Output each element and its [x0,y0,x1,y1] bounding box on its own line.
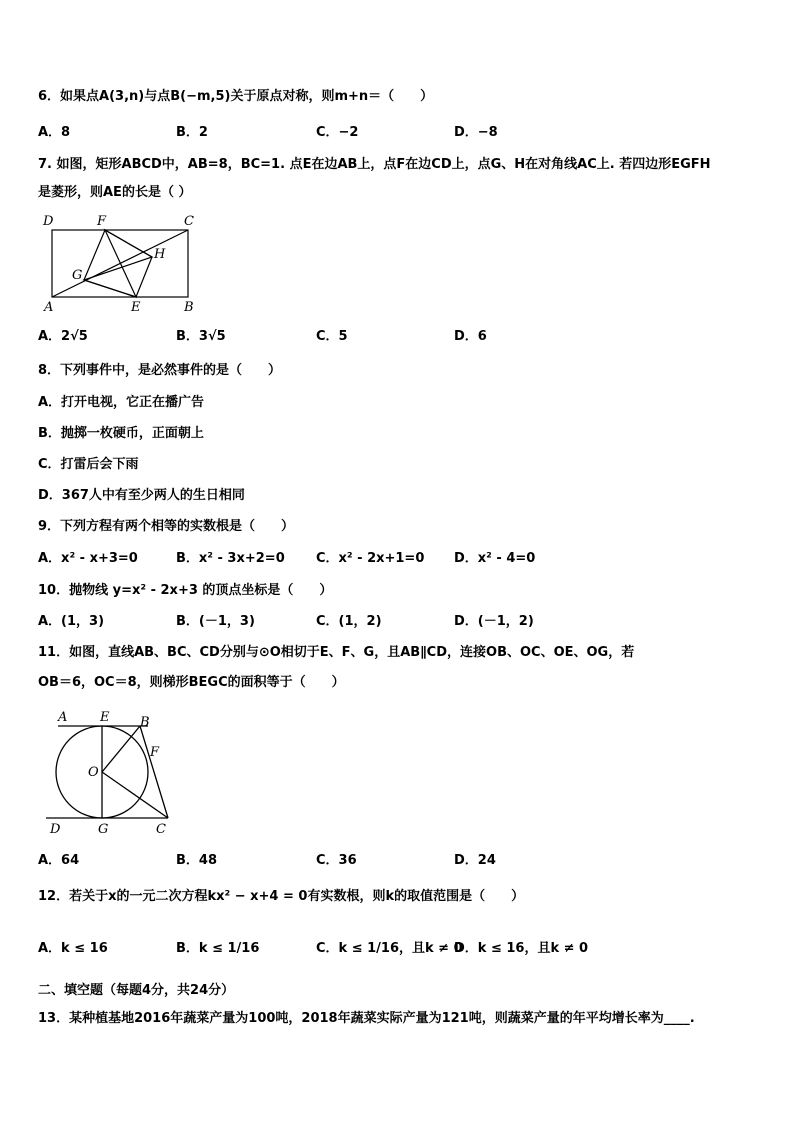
q11-label-f: F [150,745,160,760]
q13-stem: 13．某种植基地2016年蔬菜产量为100吨，2018年蔬菜实际产量为121吨，则蔬菜产量的年平均增长率为____. [38,1011,695,1026]
q11-label-e: E [100,710,110,725]
q6-option-a: A．8 [38,125,71,140]
q9-option-d: D．x² - 4=0 [454,551,536,566]
q6-option-d: D．−8 [454,125,498,140]
q11-stem-line2: OB＝6，OC＝8，则梯形BEGC的面积等于（ ） [38,675,345,690]
q7-label-h: H [154,247,166,262]
q7-label-e: E [131,300,141,315]
q7-label-f: F [97,214,107,229]
q11-label-g: G [98,822,109,837]
q11-option-c: C．36 [316,853,357,868]
q9-option-b: B．x² - 3x+2=0 [176,551,285,566]
q11-label-o: O [88,765,99,780]
q6-option-c: C．−2 [316,125,359,140]
q9-option-a: A．x² - x+3=0 [38,551,138,566]
q11-circle-figure [44,706,184,838]
q9-option-c: C．x² - 2x+1=0 [316,551,425,566]
q7-option-b: B．3√5 [176,329,226,344]
q8-option-a: A．打开电视，它正在播广告 [38,395,205,410]
q10-option-b: B．(－1，3) [176,614,255,629]
q7-stem-line2: 是菱形，则AE的长是（ ） [38,185,192,200]
q12-option-b: B．k ≤ 1/16 [176,941,260,956]
q10-option-c: C．(1，2) [316,614,382,629]
q11-option-a: A．64 [38,853,80,868]
q8-option-b: B．抛掷一枚硬币，正面朝上 [38,426,204,441]
q8-option-d: D．367人中有至少两人的生日相同 [38,488,245,503]
q7-option-c: C．5 [316,329,348,344]
q7-rectangle-figure [36,212,206,316]
q8-option-c: C．打雷后会下雨 [38,457,139,472]
q8-stem: 8．下列事件中，是必然事件的是（ ） [38,363,282,378]
q7-label-a: A [44,300,54,315]
q10-stem: 10．抛物线 y=x² - 2x+3 的顶点坐标是（ ） [38,583,333,598]
q11-label-b: B [140,715,150,730]
q6-option-b: B．2 [176,125,208,140]
q7-label-b: B [184,300,194,315]
q12-option-c: C．k ≤ 1/16，且k ≠ 0 [316,941,463,956]
q11-label-a: A [58,710,68,725]
q7-option-d: D．6 [454,329,487,344]
q12-stem: 12．若关于x的一元二次方程kx² − x+4 = 0有实数根，则k的取值范围是（ ） [38,889,525,904]
q11-label-c: C [156,822,166,837]
q12-option-a: A．k ≤ 16 [38,941,108,956]
q10-option-a: A．(1，3) [38,614,105,629]
q6-stem: 6．如果点A(3,n)与点B(−m,5)关于原点对称，则m+n＝（ ） [38,89,434,104]
q9-stem: 9．下列方程有两个相等的实数根是（ ） [38,519,295,534]
q11-label-d: D [50,822,61,837]
q7-label-c: C [184,214,194,229]
q7-option-a: A．2√5 [38,329,88,344]
q12-option-d: D．k ≤ 16，且k ≠ 0 [454,941,589,956]
q7-label-d: D [43,214,54,229]
q11-stem-line1: 11．如图，直线AB、BC、CD分别与⊙O相切于E、F、G，且AB∥CD，连接OB、OC、OE、OG，若 [38,645,635,660]
q11-option-d: D．24 [454,853,496,868]
q10-option-d: D．(－1，2) [454,614,534,629]
q11-option-b: B．48 [176,853,217,868]
section-fill-in-heading: 二、填空题（每题4分，共24分） [38,983,235,998]
q7-label-g: G [72,268,83,283]
q7-stem-line1: 7. 如图，矩形ABCD中，AB=8，BC=1. 点E在边AB上，点F在边CD上，点G、H在对角线AC上. 若四边形EGFH [38,157,711,172]
